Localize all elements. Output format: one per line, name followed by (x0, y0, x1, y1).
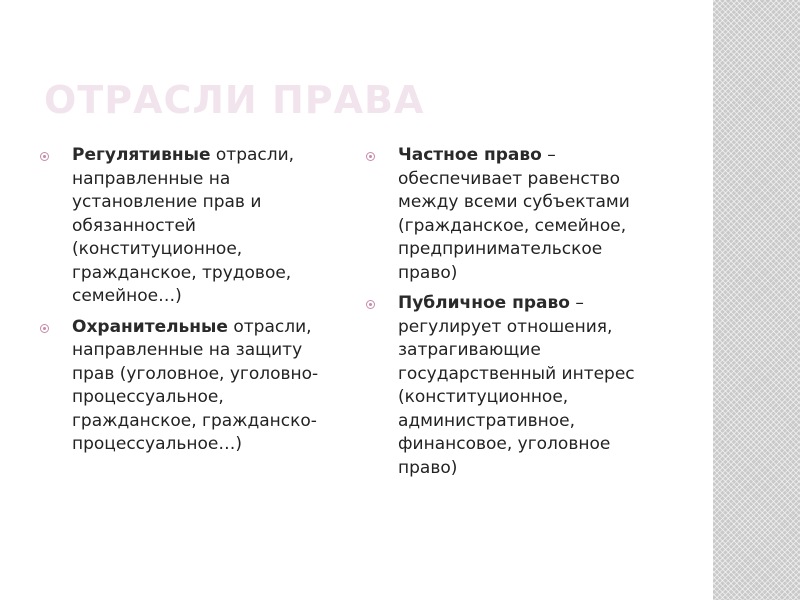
item-text: отрасли, направленные на установление прав и обязанностей (конституционное, гражданское, трудовое, семейное…) (72, 145, 295, 306)
list-item-public-law (366, 292, 666, 480)
item-term: Охранительные (72, 316, 228, 337)
decorative-side-band (713, 0, 800, 600)
item-text: – обеспечивает равенство между всеми субъектами (гражданское, семейное, предпринимательское право) (398, 145, 630, 283)
left-column (40, 144, 340, 464)
circle-bullet-icon (366, 152, 375, 161)
list-item-regulative (40, 144, 340, 309)
item-text: – регулирует отношения, затрагивающие государственный интерес (конституционное, административное, финансовое, уголовное право) (398, 293, 635, 478)
slide-title: ОТРАСЛИ ПРАВА (44, 78, 425, 122)
circle-bullet-icon (40, 152, 49, 161)
circle-bullet-icon (366, 300, 375, 309)
item-term: Регулятивные (72, 145, 211, 165)
list-item-private-law (366, 144, 666, 285)
item-text: отрасли, направленные на защиту прав (уголовное, уголовно-процессуальное, гражданское, гражданско-процессуальное…) (72, 316, 319, 454)
circle-bullet-icon (40, 324, 49, 333)
right-column (366, 144, 666, 487)
list-item-protective (40, 316, 340, 457)
item-term: Частное право (398, 145, 542, 165)
item-term: Публичное право (398, 293, 570, 313)
